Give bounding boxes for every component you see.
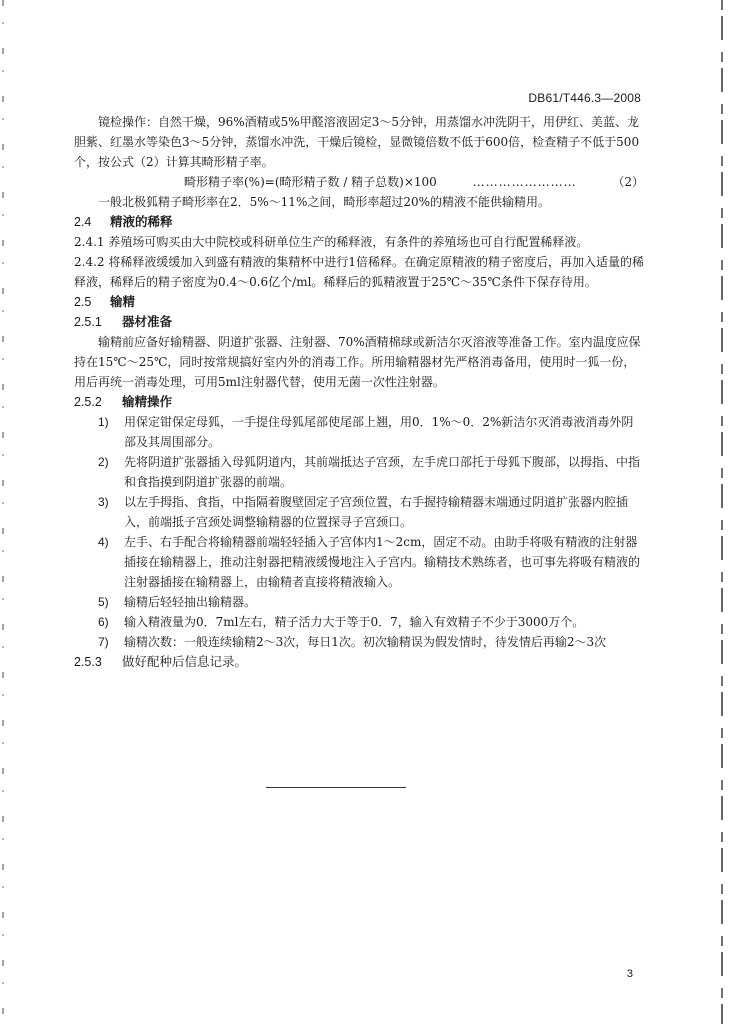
list-item: 1) 用保定钳保定母狐，一手提住母狐尾部使尾部上翘，用0．1%～0．2%新洁尔灭消毒液消毒外阴部及其周围部分。 bbox=[98, 415, 634, 449]
formula-dots: …………………… bbox=[472, 175, 577, 189]
scan-edge-right bbox=[721, 0, 723, 1024]
clause-2-4-2 bbox=[74, 252, 644, 292]
page-number: 3 bbox=[626, 968, 633, 980]
section-number: 2.4 bbox=[74, 215, 92, 229]
list-item: 7) 输精次数：一般连续输精2～3次，每日1次。初次输精误为假发情时，待发情后再输2～3次 bbox=[98, 635, 607, 649]
list-item: 3) 以左手拇指、食指，中指隔着腹壁固定子宫颈位置，右手握持输精器末端通过阴道扩张器内腔插入，前端抵子宫颈处调整输精器的位置探寻子宫颈口。 bbox=[98, 495, 629, 529]
subsection-number: 2.5.1 bbox=[74, 315, 102, 329]
subsection-heading-2-5-1 bbox=[74, 312, 644, 332]
equipment-paragraph: 输精前应备好输精器、阴道扩张器、注射器、70%酒精棉球或新洁尔灭溶液等准备工作。室内温度应保持在15℃～25℃，同时按常规搞好室内外的消毒工作。所用输精器材先严格消毒备用，使用时一狐一份，用后再统一消毒处理，可用5ml注射器代替，使用无菌一次性注射器。 bbox=[74, 335, 641, 389]
clause-text: 养殖场可购买由大中院校或科研单位生产的稀释液，有条件的养殖场也可自行配置稀释液。 bbox=[108, 235, 589, 249]
list-item: 4) 左手、右手配合将输精器前端轻轻插入子宫体内1～2cm，固定不动。由助手将吸有精液的注射器插接在输精器上，推动注射器把精液缓慢地注入子宫内。输精技术熟练者，也可事先将吸有精液的注射器插接在输精器上，由输精者直接将精液输入。 bbox=[98, 535, 641, 589]
document-body bbox=[74, 112, 644, 672]
formula-number: （2） bbox=[612, 175, 644, 189]
subsection-title: 输精操作 bbox=[122, 394, 173, 409]
section-heading-2-5 bbox=[74, 292, 644, 312]
subsection-heading-2-5-2 bbox=[74, 392, 644, 412]
section-number: 2.5 bbox=[74, 295, 92, 309]
procedure-list bbox=[74, 412, 644, 652]
list-item: 2) 先将阴道扩张器插入母狐阴道内，其前端抵达子宫颈，左手虎口部托于母狐下腹部，以拇指、中指和食指摸到阴道扩张器的前端。 bbox=[98, 455, 641, 489]
list-item: 5) 输精后轻轻抽出输精器。 bbox=[98, 595, 257, 609]
subsection-text: 做好配种后信息记录。 bbox=[122, 654, 248, 669]
list-item: 6) 输入精液量为0．7ml左右，精子活力大于等于0．7，输入有效精子不少于3000万个。 bbox=[98, 615, 585, 629]
end-separator-line bbox=[266, 787, 406, 788]
microscopy-paragraph: 镜检操作：自然干燥，96%酒精或5%甲醛溶液固定3～5分钟，用蒸馏水冲洗阴干，用伊红、美蓝、龙胆紫、红墨水等染色3～5分钟，蒸馏水冲洗，干燥后镜检，显微镜倍数不低于600倍，检查精子不低于500个，按公式（2）计算其畸形精子率。 bbox=[74, 115, 640, 169]
section-title: 输精 bbox=[110, 294, 136, 309]
formula-text: 畸形精子率(%)=(畸形精子数 / 精子总数)×100 bbox=[184, 175, 437, 189]
clause-text: 将稀释液缓缓加入到盛有精液的集精杯中进行1倍稀释。在确定原精液的精子密度后，再加入适量的稀释液，稀释后的精子密度为0.4～0.6亿个/ml。稀释后的狐精液置于25℃～35℃条件下保存待用。 bbox=[74, 255, 645, 289]
subsection-number: 2.5.3 bbox=[74, 655, 102, 669]
subsection-title: 器材准备 bbox=[122, 314, 173, 329]
deformity-rate-paragraph: 一般北极狐精子畸形率在2．5%～11%之间，畸形率超过20%的精液不能供输精用。 bbox=[98, 195, 551, 209]
clause-number: 2.4.1 bbox=[74, 235, 105, 249]
section-title: 精液的稀释 bbox=[110, 214, 173, 229]
subsection-number: 2.5.2 bbox=[74, 395, 102, 409]
section-heading-2-4 bbox=[74, 212, 644, 232]
scan-edge-left bbox=[2, 0, 4, 1024]
formula-line bbox=[74, 172, 644, 192]
subsection-heading-2-5-3 bbox=[74, 652, 644, 672]
clause-2-4-1 bbox=[74, 232, 644, 252]
clause-number: 2.4.2 bbox=[74, 255, 105, 269]
document-code: DB61/T446.3—2008 bbox=[528, 91, 641, 105]
